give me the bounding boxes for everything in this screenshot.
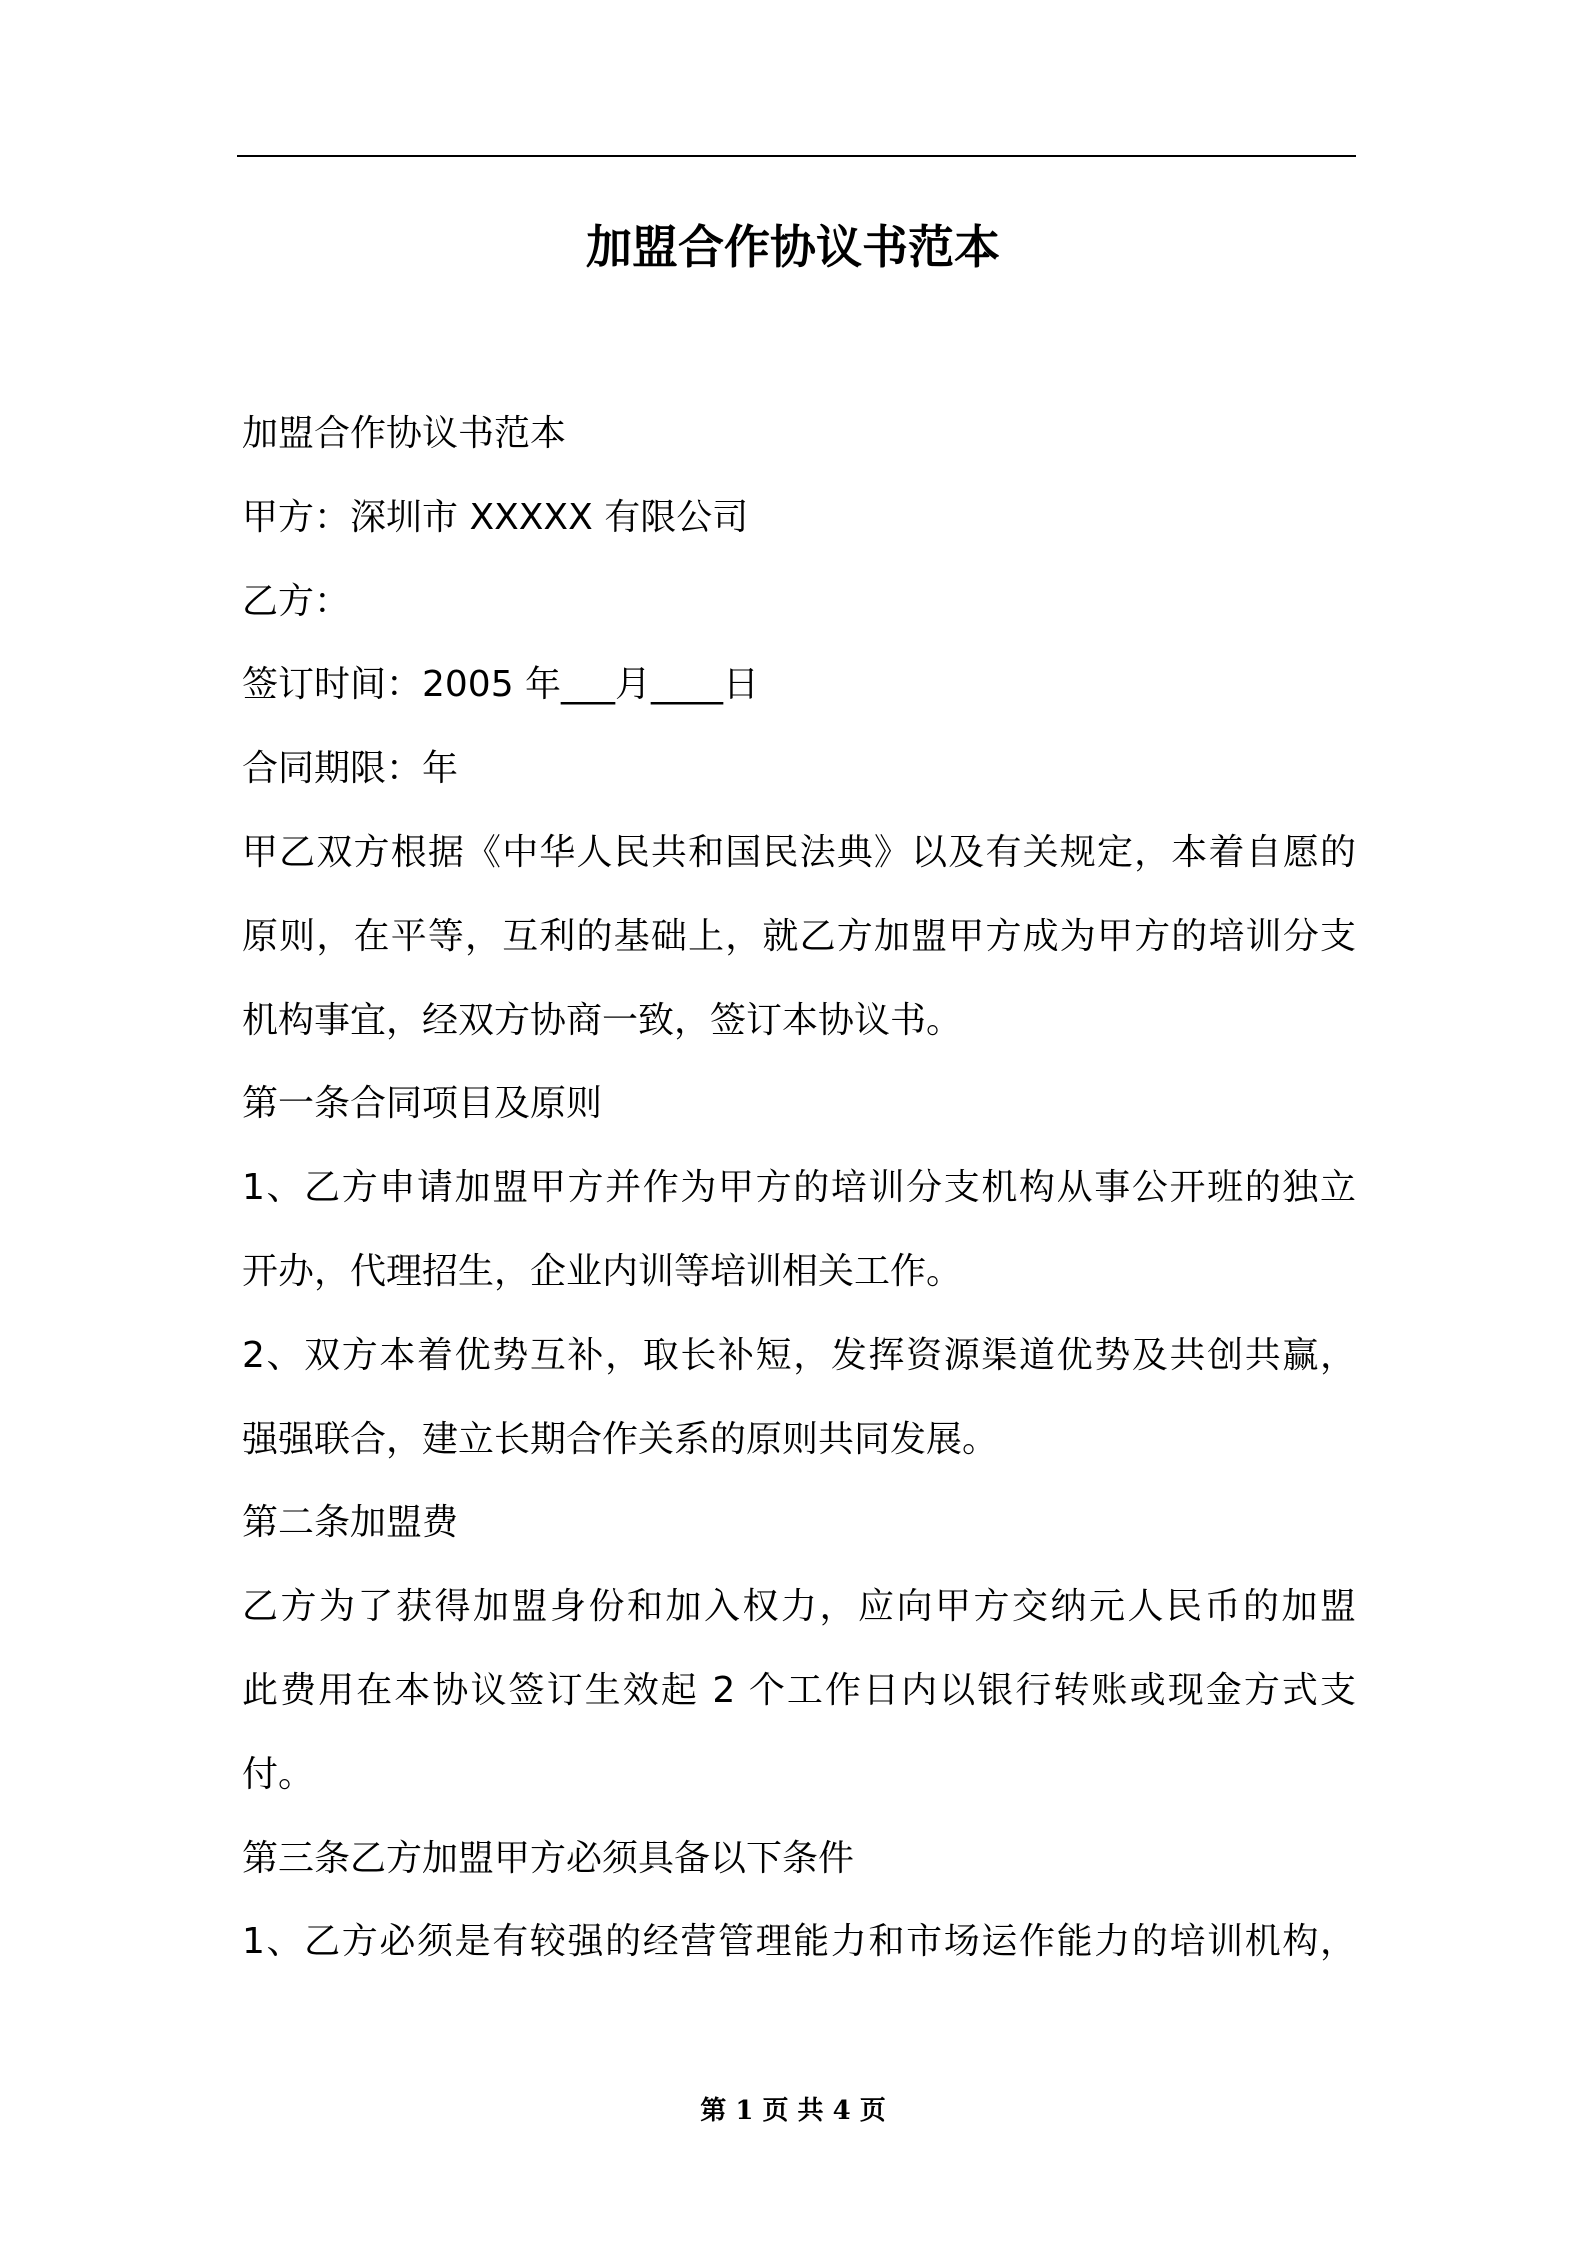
body-line: 1、乙方必须是有较强的经营管理能力和市场运作能力的培训机构， [242,1921,1356,1963]
paragraph-article-2 [242,1565,1356,1816]
body-line: 甲方：深圳市 XXXXX 有限公司 [242,496,749,538]
paragraph-article-1-item-1 [242,1146,1356,1314]
body-line: 1、乙方申请加盟甲方并作为甲方的培训分支机构从事公开班的独立 [242,1167,1356,1209]
header-rule [237,155,1356,157]
body-line: 第一条合同项目及原则 [242,1083,603,1125]
paragraph-contract-term [242,727,1356,811]
paragraph-subtitle [242,392,1356,476]
body-line: 此费用在本协议签订生效起 2 个工作日内以银行转账或现金方式支 [242,1669,1356,1711]
body-line: 开办，代理招生，企业内训等培训相关工作。 [242,1250,963,1292]
body-line: 第三条乙方加盟甲方必须具备以下条件 [242,1837,855,1879]
body-line: 甲乙双方根据《中华人民共和国民法典》以及有关规定，本着自愿的 [242,831,1356,873]
body-line: 2、双方本着优势互补，取长补短，发挥资源渠道优势及共创共赢， [242,1334,1356,1376]
paragraph-party-b [242,560,1356,644]
paragraph-preamble [242,811,1356,1062]
body-line: 机构事宜，经双方协商一致，签订本协议书。 [242,999,963,1041]
body-line: 乙方： [242,580,351,622]
page-number: 第 1 页 共 4 页 [700,2096,886,2126]
body-line: 强强联合，建立长期合作关系的原则共同发展。 [242,1418,999,1460]
body-line: 加盟合作协议书范本 [242,413,567,454]
body-line: 原则，在平等，互利的基础上，就乙方加盟甲方成为甲方的培训分支 [242,915,1356,957]
body-line: 第二条加盟费 [242,1502,459,1544]
paragraph-article-1-item-2 [242,1314,1356,1482]
document-title: 加盟合作协议书范本 [586,220,1000,274]
body-line: 签订时间：2005 年___月____日 [242,664,760,706]
body-line: 乙方为了获得加盟身份和加入权力，应向甲方交纳元人民币的加盟 [242,1586,1356,1628]
body-line: 付。 [242,1753,315,1795]
section-heading-article-3 [242,1817,1356,1901]
document-body [242,392,1356,1984]
paragraph-article-3-item-1 [242,1900,1356,1984]
section-heading-article-1 [242,1062,1356,1146]
section-heading-article-2 [242,1481,1356,1565]
body-line: 合同期限：年 [242,748,459,790]
paragraph-signing-date [242,643,1356,727]
paragraph-party-a [242,476,1356,560]
